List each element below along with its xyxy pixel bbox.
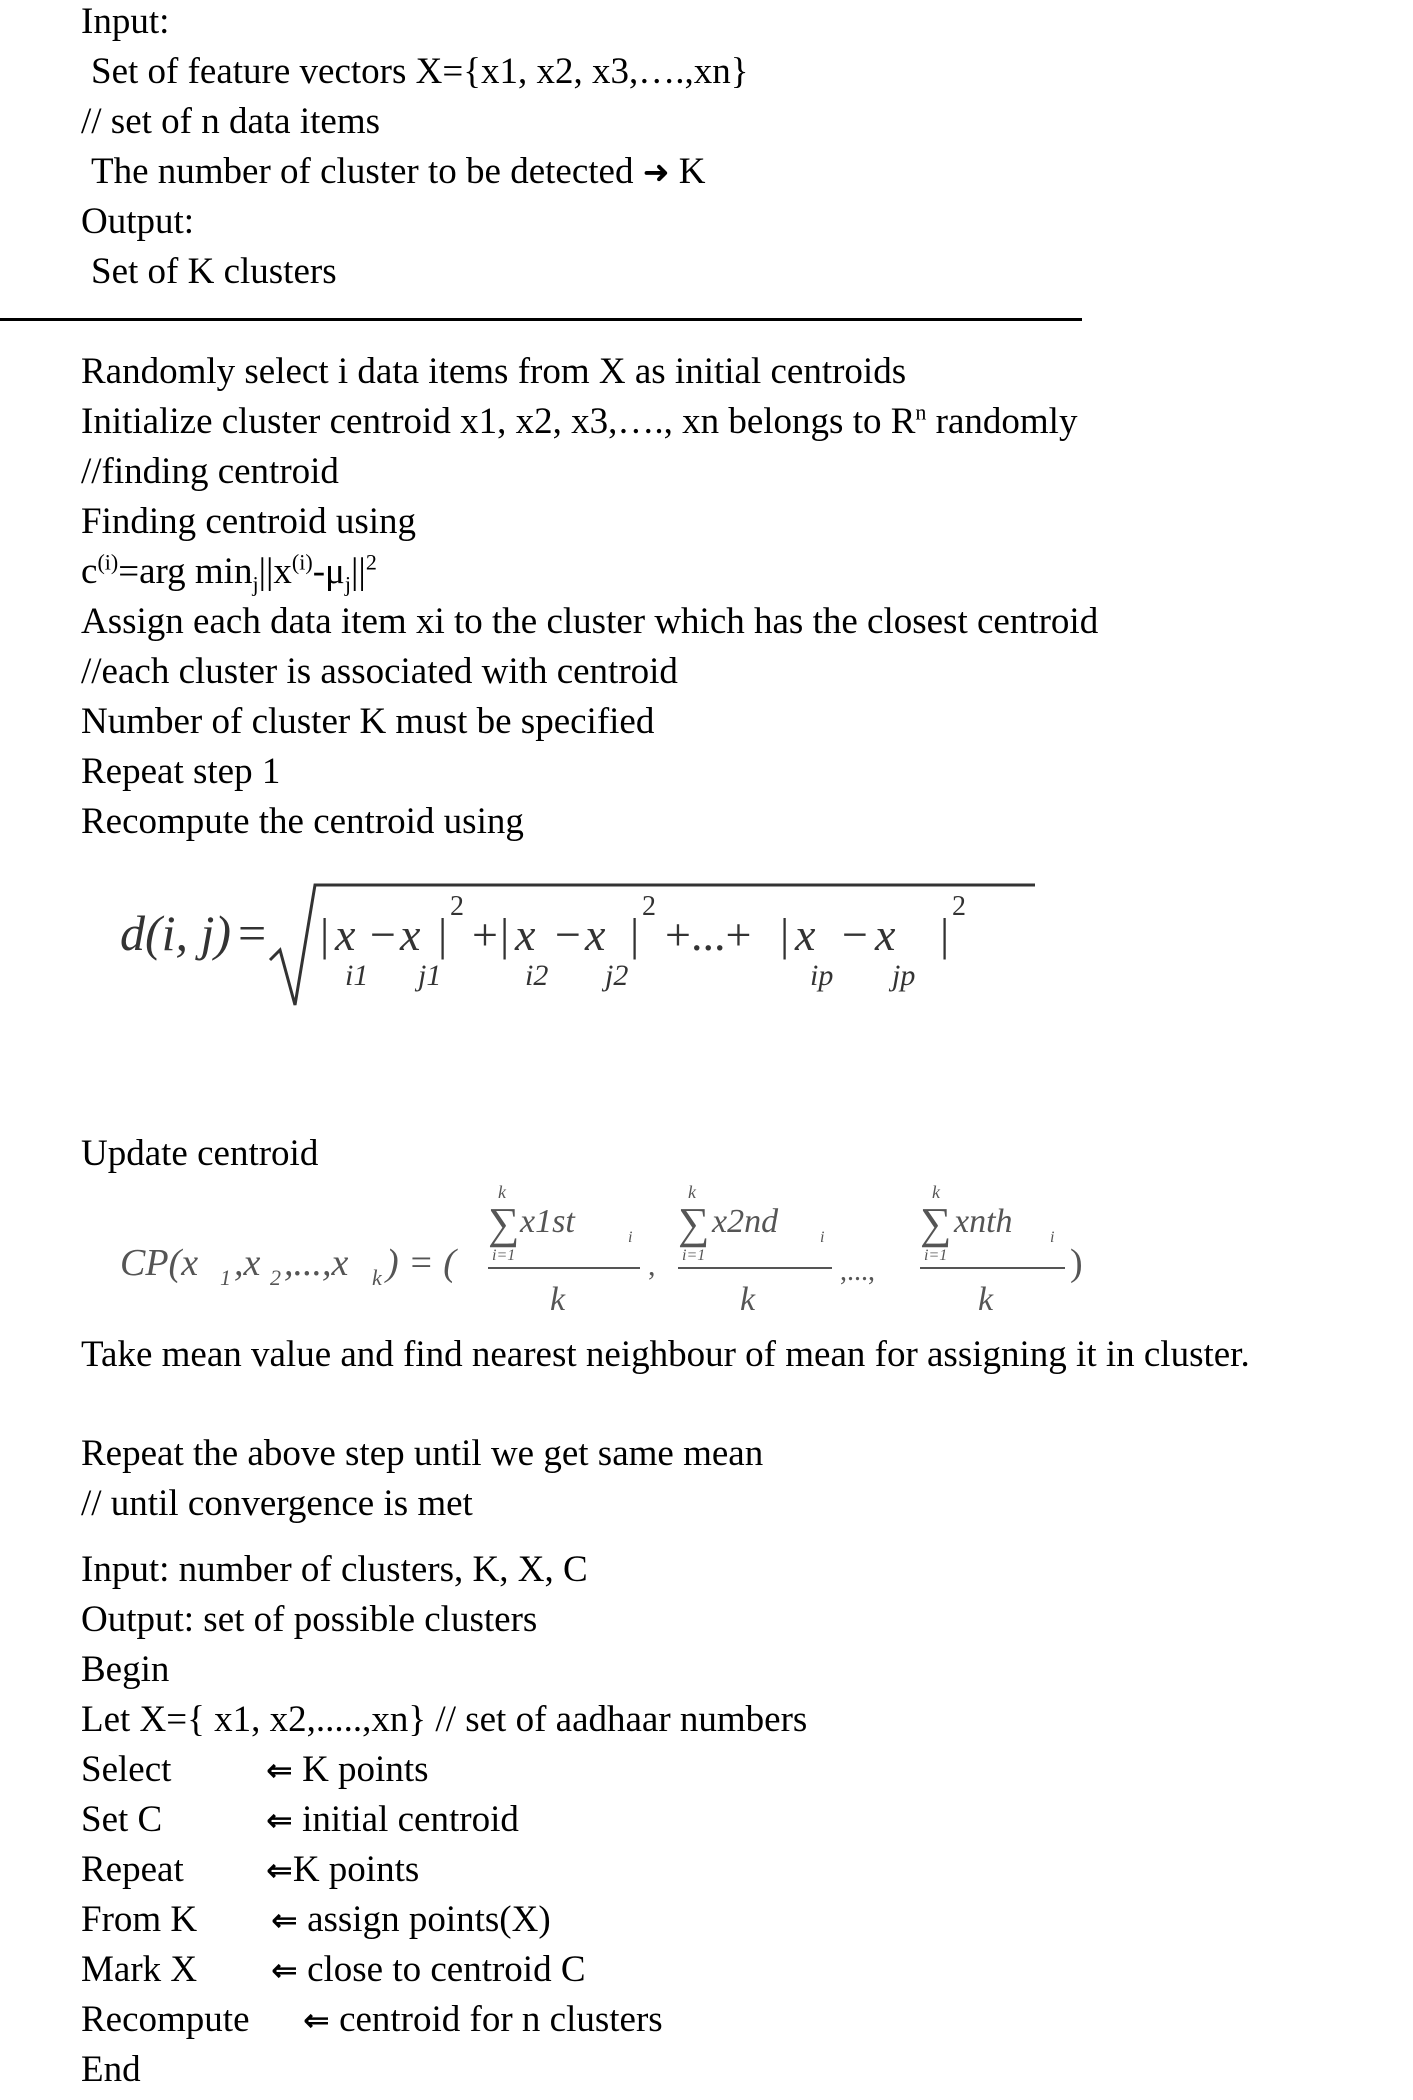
pseudo-output: Output: set of possible clusters xyxy=(81,1599,538,1640)
left-arrow-icon: ⇐ xyxy=(271,1951,298,1989)
cp-subk: k xyxy=(372,1265,382,1290)
dist-i1: i1 xyxy=(345,959,369,992)
cp-sub1: 1 xyxy=(220,1265,231,1290)
pseudo-row xyxy=(81,1798,519,1842)
init-post: randomly xyxy=(926,401,1078,442)
den1: k xyxy=(550,1281,566,1318)
svg-text:−: − xyxy=(842,909,868,960)
dist-j1: j1 xyxy=(418,959,442,992)
algo-line-initialize xyxy=(81,400,1077,444)
algo-line-number-k: Number of cluster K must be specified xyxy=(81,701,655,742)
algo-line-convergence: // until convergence is met xyxy=(81,1483,473,1524)
sum2-top: k xyxy=(688,1182,696,1202)
pseudo-row xyxy=(81,1998,663,2042)
svg-text:,...,x: ,...,x xyxy=(284,1242,349,1284)
svg-text:): ) xyxy=(1070,1242,1083,1284)
row-key: Select xyxy=(81,1749,172,1790)
pseudo-let: Let X={ x1, x2,.....,xn} // set of aadhaar numbers xyxy=(81,1699,808,1740)
dist-exp2: 2 xyxy=(642,891,656,922)
svg-text:∑: ∑ xyxy=(678,1199,710,1248)
f1-norm-close: || xyxy=(350,551,366,592)
cp-lhs: CP(x xyxy=(120,1242,199,1284)
row-key: Recompute xyxy=(81,1999,250,2040)
f1-sup-2: 2 xyxy=(365,549,377,575)
dist-exp3: 2 xyxy=(952,891,966,922)
svg-text:|: | xyxy=(940,909,950,960)
f1-arg: =arg min xyxy=(118,551,253,592)
cluster-count-line xyxy=(91,150,706,194)
row-key: Set C xyxy=(81,1799,163,1840)
row-value: close to centroid C xyxy=(307,1949,586,1990)
comment-n-items: // set of n data items xyxy=(81,101,381,142)
sum3-top: k xyxy=(932,1182,940,1202)
svg-text:|: | xyxy=(320,909,330,960)
algo-line-recompute: Recompute the centroid using xyxy=(81,801,524,842)
dist-j2: j2 xyxy=(605,959,629,992)
pseudo-row xyxy=(81,1748,429,1792)
cluster-count-text: The number of cluster to be detected xyxy=(91,151,634,192)
f1-sup-i: (i) xyxy=(97,549,119,575)
cp-sub2: 2 xyxy=(270,1265,281,1290)
svg-text:|: | xyxy=(780,909,790,960)
algo-line-repeat-step: Repeat step 1 xyxy=(81,751,281,792)
algo-line-assign: Assign each data item xi to the cluster which has the closest centroid xyxy=(81,601,1099,642)
algo-line-random-select: Randomly select i data items from X as initial centroids xyxy=(81,351,907,392)
dist-x4: x xyxy=(585,909,606,960)
dist-ip: ip xyxy=(810,959,834,992)
init-sup: n xyxy=(915,399,927,425)
row-key: Repeat xyxy=(81,1849,184,1890)
svg-text:−: − xyxy=(370,909,396,960)
left-arrow-icon: ⇐ xyxy=(266,1751,293,1789)
algo-line-update: Update centroid xyxy=(81,1133,319,1174)
algo-line-repeat-until: Repeat the above step until we get same mean xyxy=(81,1433,764,1474)
distance-formula xyxy=(120,880,1060,1010)
dist-x5: x xyxy=(795,909,816,960)
dist-x1: x xyxy=(335,909,356,960)
svg-text:,: , xyxy=(648,1249,656,1282)
f1-sup-i2: (i) xyxy=(291,549,313,575)
separator-rule xyxy=(0,318,1082,321)
f1-sub-j: j xyxy=(252,571,259,597)
left-arrow-icon: ⇐ xyxy=(271,1901,298,1939)
row-value: K points xyxy=(302,1749,429,1790)
dist-eq: = xyxy=(238,905,267,961)
sum1-bottom: i=1 xyxy=(492,1247,516,1264)
cluster-count-k: K xyxy=(678,151,706,192)
right-arrow-icon: ➜ xyxy=(642,153,670,191)
update-formula xyxy=(120,1180,1120,1330)
pseudo-end: End xyxy=(81,2049,141,2090)
feature-vectors-line: Set of feature vectors X={x1, x2, x3,….,xn} xyxy=(91,51,749,92)
num2: x2nd xyxy=(712,1203,779,1240)
dist-lhs: d(i, j) xyxy=(120,905,232,961)
algo-line-take-mean: Take mean value and find nearest neighbour of mean for assigning it in cluster. xyxy=(81,1334,1250,1375)
num3: xnth xyxy=(954,1203,1013,1240)
svg-text:∑: ∑ xyxy=(488,1199,520,1248)
svg-text:−: − xyxy=(555,909,581,960)
dist-exp1: 2 xyxy=(450,891,464,922)
pseudo-begin: Begin xyxy=(81,1649,170,1690)
f1-c: c xyxy=(81,551,98,592)
sum2-bottom: i=1 xyxy=(682,1247,706,1264)
dist-x3: x xyxy=(515,909,536,960)
algo-line-comment-centroid: //finding centroid xyxy=(81,451,339,492)
dist-plusdots: +...+ xyxy=(665,909,752,960)
row-key: From K xyxy=(81,1899,198,1940)
svg-text:+: + xyxy=(472,909,498,960)
f1-norm-open: ||x xyxy=(258,551,292,592)
num2-sub: i xyxy=(820,1229,825,1246)
dist-i2: i2 xyxy=(525,959,549,992)
f1-mu: -μ xyxy=(312,551,345,592)
row-value: initial centroid xyxy=(302,1799,519,1840)
svg-text:∑: ∑ xyxy=(920,1199,952,1248)
svg-text:|: | xyxy=(438,909,448,960)
row-value: assign points(X) xyxy=(307,1899,551,1940)
pseudo-row xyxy=(81,1948,586,1992)
row-key: Mark X xyxy=(81,1949,198,1990)
num3-sub: i xyxy=(1050,1229,1055,1246)
pseudo-row xyxy=(81,1898,551,1942)
left-arrow-icon: ⇐ xyxy=(266,1801,293,1839)
f1-sub-j2: j xyxy=(344,571,351,597)
algo-line-finding: Finding centroid using xyxy=(81,501,417,542)
dist-x2: x xyxy=(400,909,421,960)
sum3-bottom: i=1 xyxy=(924,1247,948,1264)
left-arrow-icon: ⇐ xyxy=(266,1851,293,1889)
svg-text:|: | xyxy=(630,909,640,960)
algo-line-comment-assoc: //each cluster is associated with centroid xyxy=(81,651,678,692)
dist-x6: x xyxy=(875,909,896,960)
svg-text:) = (: ) = ( xyxy=(386,1242,456,1284)
svg-text:|: | xyxy=(500,909,510,960)
den2: k xyxy=(740,1281,756,1318)
num1: x1st xyxy=(520,1203,575,1240)
output-line: Set of K clusters xyxy=(91,251,337,292)
pseudo-row xyxy=(81,1848,419,1892)
left-arrow-icon: ⇐ xyxy=(303,2001,330,2039)
input-label: Input: xyxy=(81,1,170,42)
init-text: Initialize cluster centroid x1, x2, x3,…., xn belongs to R xyxy=(81,401,916,442)
row-value: centroid for n clusters xyxy=(339,1999,663,2040)
svg-text:,x: ,x xyxy=(234,1242,261,1284)
dist-jp: jp xyxy=(892,959,916,992)
sum1-top: k xyxy=(498,1182,506,1202)
den3: k xyxy=(978,1281,994,1318)
centroid-formula xyxy=(81,549,377,597)
output-label: Output: xyxy=(81,201,195,242)
pseudo-input: Input: number of clusters, K, X, C xyxy=(81,1549,588,1590)
dots: ,..., xyxy=(840,1256,875,1287)
num1-sub: i xyxy=(628,1229,633,1246)
row-value: K points xyxy=(292,1849,420,1890)
